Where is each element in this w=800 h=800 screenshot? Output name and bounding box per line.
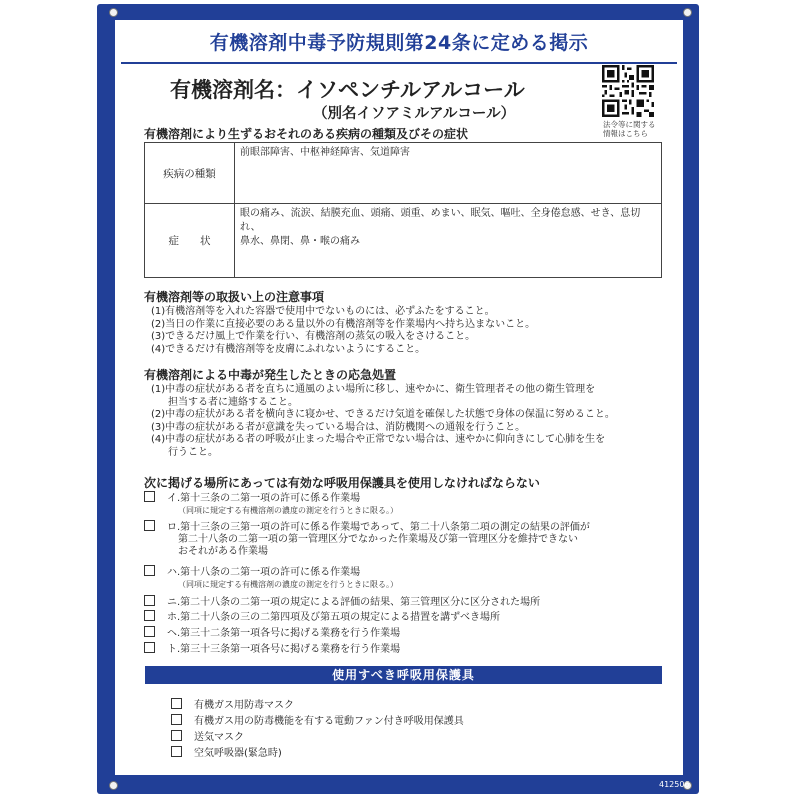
respirator-item <box>171 696 294 711</box>
symptom-line: 眼の痛み、流涙、結膜充血、頭痛、頭重、めまい、眠気、嘔吐、全身倦怠感、せき、息切れ、 <box>240 208 641 233</box>
qr-code-icon[interactable] <box>602 65 654 117</box>
place-label: ニ.第二十八条の二第一項の規定による評価の結果、第三管理区分に区分された場所 <box>167 597 541 608</box>
qr-caption <box>603 120 656 138</box>
place-label: イ.第十三条の二第一項の許可に係る作業場 <box>167 493 361 504</box>
place-item-ha <box>144 565 398 591</box>
title-divider <box>121 62 677 64</box>
place-label: ヘ.第三十二条第一項各号に掲げる業務を行う作業場 <box>167 628 401 639</box>
list-item-continuation: 行うこと。 <box>168 446 218 458</box>
list-item-continuation: 担当する者に連絡すること。 <box>168 396 298 408</box>
table-row <box>145 143 662 204</box>
list-item: (2)中毒の症状がある者を横向きに寝かせ、できるだけ気道を確保した状態で身体の保温に努めること。 <box>151 409 615 420</box>
respirator-label: 有機ガス用の防毒機能を有する電動ファン付き呼吸用保護具 <box>194 716 464 727</box>
place-item-to <box>144 642 400 656</box>
product-code: 412506 <box>659 780 690 789</box>
respirator-label: 送気マスク <box>194 732 244 743</box>
symptom-label: 症 状 <box>145 204 235 278</box>
mounting-hole-top-left <box>109 8 118 17</box>
checkbox[interactable] <box>171 746 182 757</box>
qr-caption-line-2: 情報はこちら <box>603 129 648 138</box>
handling-heading: 有機溶剤等の取扱い上の注意事項 <box>144 290 325 304</box>
respirator-item <box>171 744 282 759</box>
checkbox[interactable] <box>171 698 182 709</box>
table-row <box>145 204 662 278</box>
place-item-ni <box>144 595 540 609</box>
list-item: (3)できるだけ風上で作業を行い、有機溶剤の蒸気の吸入をさけること。 <box>151 331 476 342</box>
list-item: (2)当日の作業に直接必要のある量以外の有機溶剤等を作業場内へ持ち込まないこと。 <box>151 318 536 330</box>
disease-type-value: 前眼部障害、中枢神経障害、気道障害 <box>235 143 662 204</box>
list-item: (3)中毒の症状がある者が意識を失っている場合は、消防機関への通報を行うこと。 <box>151 421 526 433</box>
respirator-label: 空気呼吸器(緊急時) <box>194 748 282 759</box>
respirator-heading: 使用すべき呼吸用保護具 <box>145 666 662 684</box>
checkbox[interactable] <box>144 626 155 637</box>
respirator-label: 有機ガス用防毒マスク <box>194 700 294 711</box>
solvent-alias: （別名イソアミルアルコール） <box>313 106 516 122</box>
checkbox[interactable] <box>144 642 155 653</box>
checkbox[interactable] <box>144 565 155 576</box>
place-item-ro <box>144 520 590 558</box>
disease-type-label: 疾病の種類 <box>145 143 235 204</box>
place-label: ホ.第二十八条の三の二第四項及び第五項の規定による措置を講ずべき場所 <box>167 612 500 623</box>
place-label: ロ.第十三条の三第一項の許可に係る作業場であって、第二十八条第二項の測定の結果の評価が <box>167 522 590 533</box>
checkbox[interactable] <box>171 730 182 741</box>
checkbox[interactable] <box>144 520 155 531</box>
list-item: (4)中毒の症状がある者の呼吸が止まった場合や正常でない場合は、速やかに仰向きにして心肺を生を <box>151 434 606 445</box>
checkbox[interactable] <box>144 610 155 621</box>
place-item-he <box>144 626 400 640</box>
disease-table <box>144 142 662 278</box>
place-note: （同項に規定する有機溶剤の濃度の測定を行うときに限る。） <box>178 580 398 589</box>
checkbox[interactable] <box>171 714 182 725</box>
respirator-item <box>171 712 464 727</box>
place-label-continuation: 第二十八条の二第一項の第一管理区分でなかった作業場及び第一管理区分を維持できない <box>178 534 578 545</box>
symptom-line: 鼻水、鼻閉、鼻・喉の痛み <box>240 236 360 247</box>
mounting-hole-bottom-left <box>109 781 118 790</box>
qr-caption-line-1: 法令等に関する <box>603 120 656 129</box>
place-label-continuation: おそれがある作業場 <box>178 546 268 557</box>
checkbox[interactable] <box>144 595 155 606</box>
place-item-ho <box>144 610 500 624</box>
places-heading: 次に掲げる場所にあっては有効な呼吸用保護具を使用しなければならない <box>144 476 540 490</box>
respirator-item <box>171 728 244 743</box>
symptom-value <box>235 204 662 278</box>
solvent-name: 有機溶剤名：イソペンチルアルコール <box>170 78 525 102</box>
list-item: (1)有機溶剤等を入れた容器で使用中でないものには、必ずふたをすること。 <box>151 306 495 317</box>
emergency-heading: 有機溶剤による中毒が発生したときの応急処置 <box>144 368 397 382</box>
sign-title: 有機溶剤中毒予防規則第24条に定める掲示 <box>209 31 589 54</box>
list-item: (1)中毒の症状がある者を直ちに通風のよい場所に移し、速やかに、衛生管理者その他の衛生管理を <box>151 384 596 395</box>
mounting-hole-top-right <box>683 8 692 17</box>
checkbox[interactable] <box>144 491 155 502</box>
place-label: ト.第三十三条第一項各号に掲げる業務を行う作業場 <box>167 644 401 655</box>
place-label: ハ.第十八条の二第一項の許可に係る作業場 <box>167 567 361 578</box>
sign-content <box>115 20 683 775</box>
handling-list <box>151 306 535 356</box>
place-item-i <box>144 491 398 517</box>
emergency-list <box>151 384 615 459</box>
place-note: （同項に規定する有機溶剤の濃度の測定を行うときに限る。） <box>178 506 398 515</box>
disease-heading: 有機溶剤により生ずるおそれのある疾病の種類及びその症状 <box>144 127 469 141</box>
list-item: (4)できるだけ有機溶剤等を皮膚にふれないようにすること。 <box>151 343 426 355</box>
